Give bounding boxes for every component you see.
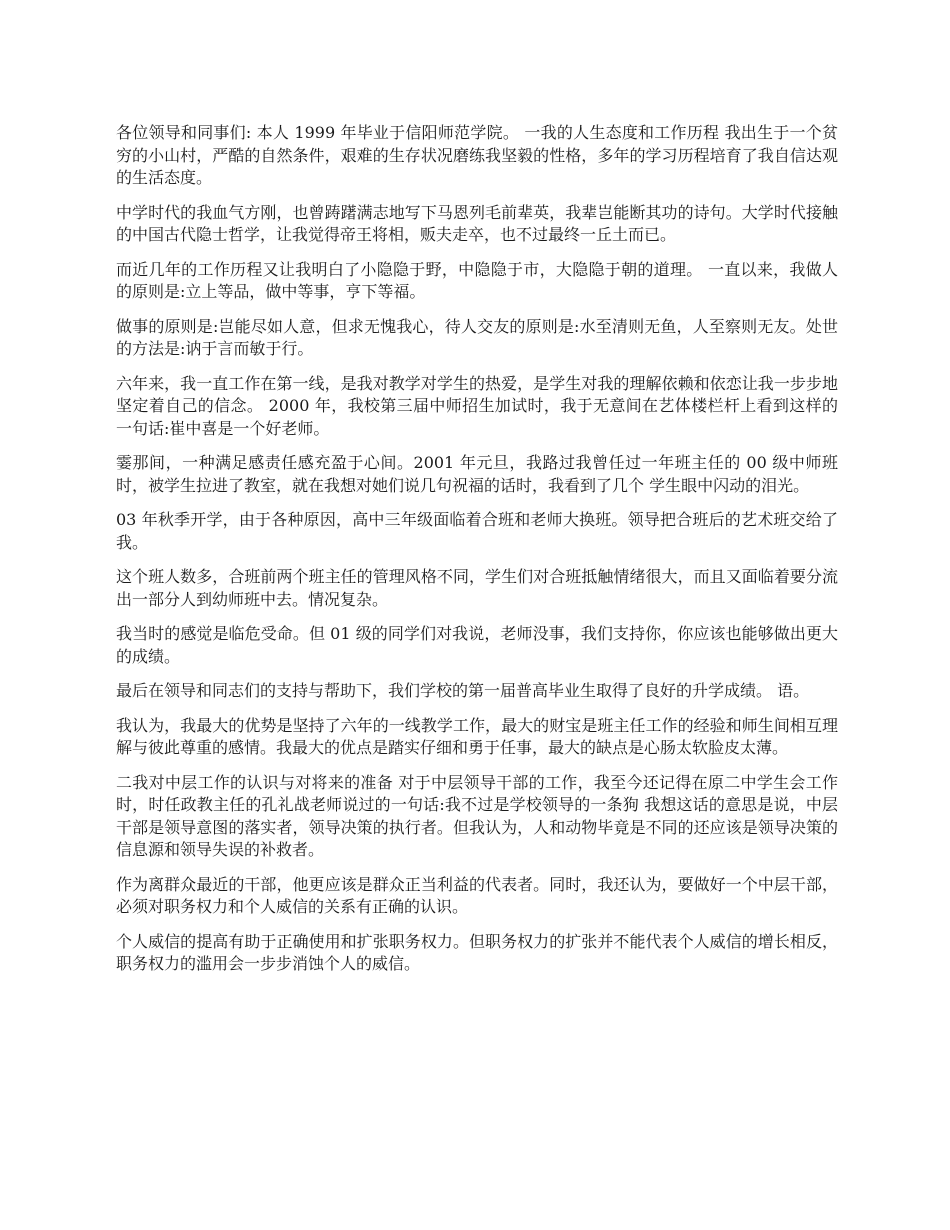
paragraph-5: 六年来，我一直工作在第一线，是我对教学对学生的热爱，是学生对我的理解依赖和依恋让我一步步地坚定着自己的信念。 2000 年，我校第三届中师招生加试时，我于无意间在艺体楼栏杆上看到这样的一句话:崔中喜是一个好老师。 [116,373,838,438]
paragraph-2: 中学时代的我血气方刚，也曾踌躇满志地写下马恩列毛前辈英，我辈岂能断其功的诗句。大学时代接触的中国古代隐士哲学，让我觉得帝王将相，贩夫走卒，也不过最终一丘土而已。 [116,202,838,244]
paragraph-10: 最后在领导和同志们的支持与帮助下，我们学校的第一届普高毕业生取得了良好的升学成绩。 语。 [116,681,810,700]
paragraph-11: 我认为，我最大的优势是坚持了六年的一线教学工作，最大的财宝是班主任工作的经验和师生间相互理解与彼此尊重的感情。我最大的优点是踏实仔细和勇于任事，最大的缺点是心肠太软脸皮太薄。 [116,715,838,757]
paragraph-6: 霎那间，一种满足感责任感充盈于心间。2001 年元旦，我路过我曾任过一年班主任的 00 级中师班时，被学生拉进了教室，就在我想对她们说几句祝福的话时，我看到了几个 学生眼中闪动的泪光。 [116,453,838,495]
paragraph-13: 作为离群众最近的干部，他更应该是群众正当利益的代表者。同时，我还认为，要做好一个中层干部，必须对职务权力和个人威信的关系有正确的认识。 [116,874,838,916]
paragraph-9: 我当时的感觉是临危受命。但 01 级的同学们对我说，老师没事，我们支持你，你应该也能够做出更大的成绩。 [116,624,838,666]
paragraph-4: 做事的原则是:岂能尽如人意，但求无愧我心，待人交友的原则是:水至清则无鱼，人至察则无友。处世的方法是:讷于言而敏于行。 [116,316,838,358]
paragraph-1: 各位领导和同事们: 本人 1999 年毕业于信阳师范学院。 一我的人生态度和工作历程 我出生于一个贫穷的小山村，严酷的自然条件，艰难的生存状况磨练我坚毅的性格，多年的学习历程培育了我自信达观的生活态度。 [116,123,838,187]
paragraph-12: 二我对中层工作的认识与对将来的准备 对于中层领导干部的工作，我至今还记得在原二中学生会工作时，时任政教主任的孔礼战老师说过的一句话:我不过是学校领导的一条狗 我想这话的意思是说，中层干部是领导意图的落实者，领导决策的执行者。但我认为，人和动物毕竟是不同的还应该是领导决策的信息源和领导失误的补救者。 [116,772,838,859]
paragraph-8: 这个班人数多，合班前两个班主任的管理风格不同，学生们对合班抵触情绪很大，而且又面临着要分流出一部分人到幼师班中去。情况复杂。 [116,567,838,609]
paragraph-14: 个人威信的提高有助于正确使用和扩张职务权力。但职务权力的扩张并不能代表个人威信的增长相反，职务权力的滥用会一步步消蚀个人的威信。 [116,931,838,973]
paragraph-3: 而近几年的工作历程又让我明白了小隐隐于野，中隐隐于市，大隐隐于朝的道理。 一直以来，我做人的原则是:立上等品，做中等事，亨下等福。 [116,259,838,301]
document-body [116,122,838,988]
paragraph-7: 03 年秋季开学，由于各种原因，高中三年级面临着合班和老师大换班。领导把合班后的艺术班交给了我。 [116,510,838,552]
